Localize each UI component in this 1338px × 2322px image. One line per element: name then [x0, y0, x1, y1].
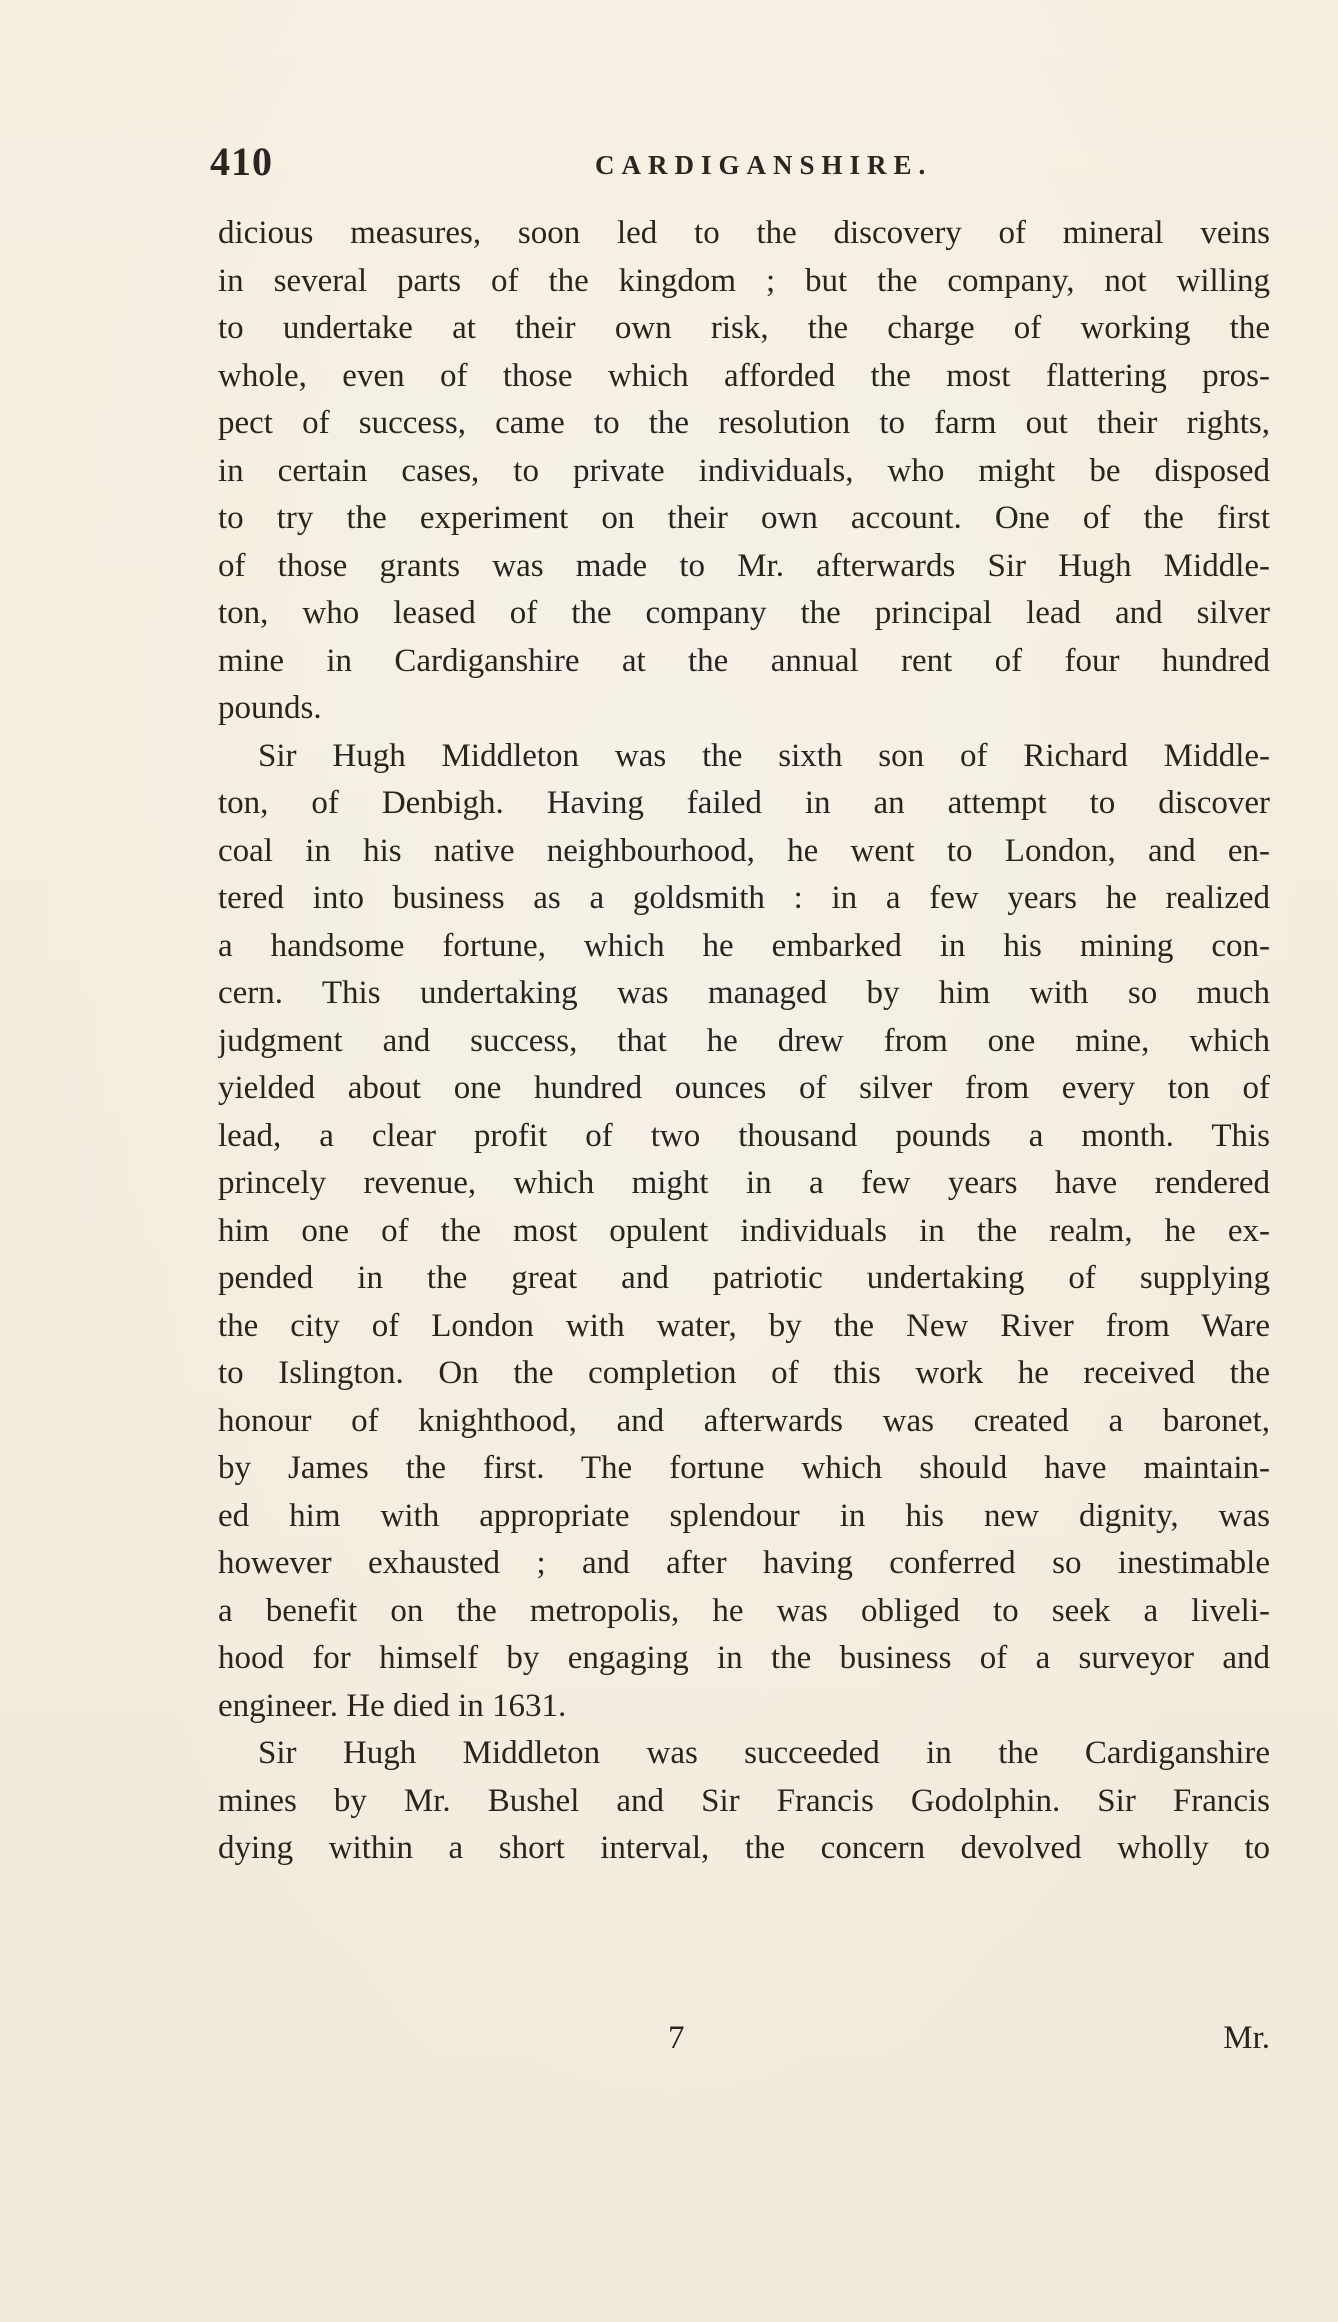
text-line: of those grants was made to Mr. afterwards Sir Hugh Middle- [218, 547, 1270, 584]
text-line: a benefit on the metropolis, he was obliged to seek a liveli- [218, 1592, 1270, 1629]
text-line: engineer. He died in 1631. [218, 1687, 567, 1724]
text-line: by James the first. The fortune which should have maintain- [218, 1450, 1270, 1486]
text-line: lead, a clear profit of two thousand pounds a month. This [218, 1117, 1270, 1154]
text-line: judgment and success, that he drew from one mine, which [218, 1022, 1270, 1059]
page-header [210, 130, 1290, 190]
text-line: the city of London with water, by the New River from Ware [218, 1307, 1270, 1344]
signature-mark: 7 [668, 2020, 685, 2056]
text-line: mine in Cardiganshire at the annual rent of four hundred [218, 642, 1270, 679]
text-line: however exhausted ; and after having conferred so inestimable [218, 1545, 1270, 1581]
page-footer [218, 2020, 1270, 2070]
text-line: cern. This undertaking was managed by him with so much [218, 975, 1270, 1011]
text-line: yielded about one hundred ounces of silver from every ton of [218, 1070, 1270, 1106]
text-line: mines by Mr. Bushel and Sir Francis Godolphin. Sir Francis [218, 1782, 1270, 1819]
text-line: a handsome fortune, which he embarked in his mining con- [218, 927, 1270, 964]
text-line: to try the experiment on their own account. One of the first [218, 500, 1270, 536]
text-line: in several parts of the kingdom ; but the company, not willing [218, 262, 1270, 299]
text-line: Sir Hugh Middleton was the sixth son of Richard Middle- [258, 737, 1270, 774]
text-line: pended in the great and patriotic undertaking of supplying [218, 1260, 1270, 1296]
text-line: princely revenue, which might in a few years have rendered [218, 1165, 1270, 1201]
text-line: dying within a short interval, the concern devolved wholly to [218, 1830, 1270, 1866]
running-head: CARDIGANSHIRE. [595, 150, 933, 180]
text-line: ed him with appropriate splendour in his new dignity, was [218, 1497, 1270, 1534]
catchword: Mr. [1223, 2020, 1270, 2056]
text-line: hood for himself by engaging in the business of a surveyor and [218, 1640, 1270, 1676]
text-line: honour of knighthood, and afterwards was created a baronet, [218, 1402, 1270, 1439]
text-line: to Islington. On the completion of this work he received the [218, 1355, 1270, 1391]
text-line: dicious measures, soon led to the discovery of mineral veins [218, 215, 1270, 251]
body-text [218, 210, 1270, 1873]
text-line: to undertake at their own risk, the charge of working the [218, 310, 1270, 346]
text-line: coal in his native neighbourhood, he went to London, and en- [218, 832, 1270, 869]
text-line: ton, who leased of the company the principal lead and silver [218, 595, 1270, 631]
text-line: Sir Hugh Middleton was succeeded in the Cardiganshire [258, 1735, 1270, 1771]
page-number: 410 [210, 139, 273, 184]
text-line: pounds. [218, 690, 322, 726]
text-line: pect of success, came to the resolution to farm out their rights, [218, 405, 1270, 441]
text-line: tered into business as a goldsmith : in a few years he realized [218, 880, 1270, 916]
text-line: ton, of Denbigh. Having failed in an attempt to discover [218, 785, 1270, 821]
text-line: whole, even of those which afforded the most flattering pros- [218, 357, 1270, 394]
text-line: in certain cases, to private individuals, who might be disposed [218, 452, 1270, 489]
text-line: him one of the most opulent individuals in the realm, he ex- [218, 1212, 1270, 1249]
